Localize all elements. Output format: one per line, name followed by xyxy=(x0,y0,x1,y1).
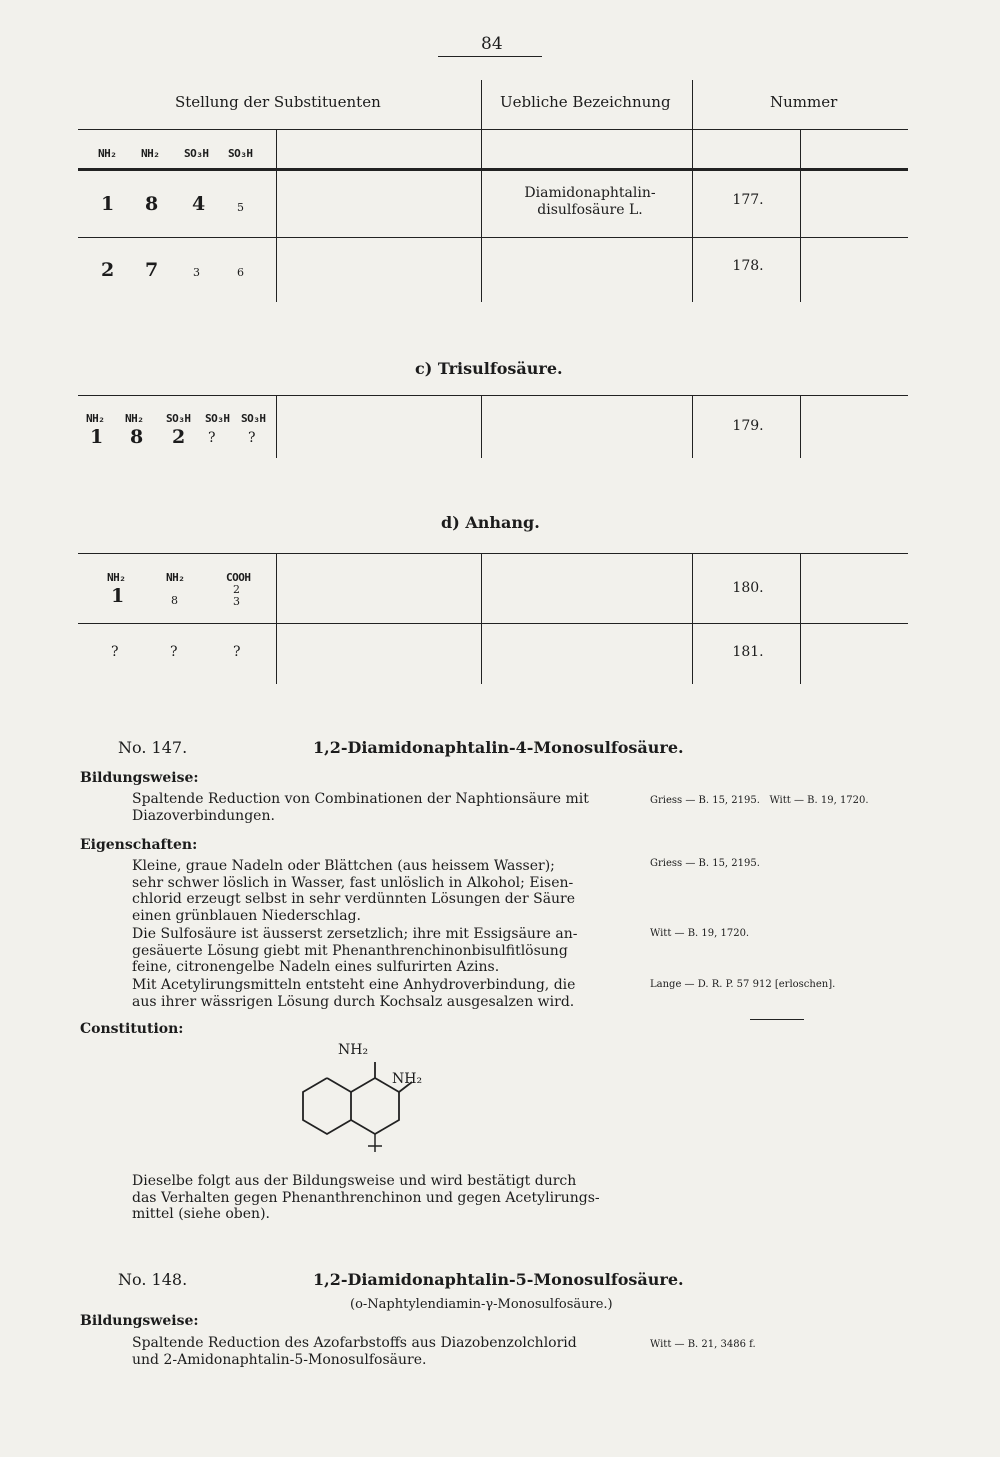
number-cell: 179. xyxy=(732,418,764,434)
column-rule xyxy=(692,554,693,684)
substituent-label: NH₂ xyxy=(338,1042,369,1058)
cell-value: 8 xyxy=(130,426,144,448)
cell-value: 1 xyxy=(90,426,104,448)
reference: Griess — B. 15, 2195. Witt — B. 19, 1720. xyxy=(650,795,869,806)
col-head: NH₂ xyxy=(141,147,160,160)
column-rule xyxy=(481,554,482,684)
table-rule xyxy=(78,623,908,624)
reference: Witt — B. 19, 1720. xyxy=(650,928,750,939)
entry-title: 1,2-Diamidonaphtalin-4-Monosulfosäure. xyxy=(313,738,684,757)
cell-value: ? xyxy=(170,644,178,660)
cell-value: 1 xyxy=(111,585,125,607)
paragraph: Dieselbe folgt aus der Bildungsweise und wird bestätigt durch das Verhalten gegen Phenanthrenchinon und gegen Acetylirungs- mittel (siehe oben). xyxy=(132,1173,600,1222)
section-label: Eigenschaften: xyxy=(80,837,198,853)
entry-number: No. 148. xyxy=(118,1270,188,1289)
column-rule xyxy=(692,396,693,458)
col-head: NH₂ xyxy=(98,147,117,160)
cell-value: 1 xyxy=(101,193,115,215)
col-head: SO₃H xyxy=(228,147,253,160)
cell-value: 2 xyxy=(172,426,186,448)
reference: Lange — D. R. P. 57 912 [erloschen]. xyxy=(650,979,836,990)
col-head: NH₂ xyxy=(125,412,144,425)
cell-value: ? xyxy=(233,644,241,660)
cell-value: 7 xyxy=(145,259,159,281)
col-head: NH₂ xyxy=(107,571,126,584)
cell-value: 2 xyxy=(101,259,115,281)
col-head: COOH xyxy=(226,571,251,584)
column-rule xyxy=(800,396,801,458)
section-label: Constitution: xyxy=(80,1021,184,1037)
column-rule xyxy=(276,396,277,458)
cell-value: 6 xyxy=(237,266,244,279)
divider xyxy=(750,1019,804,1020)
entry-number: No. 147. xyxy=(118,738,188,757)
designation-cell: Diamidonaphtalin- disulfosäure L. xyxy=(524,185,656,218)
cell-value: 4 xyxy=(192,193,206,215)
column-rule xyxy=(276,130,277,302)
table-rule xyxy=(78,553,908,554)
paragraph: Mit Acetylirungsmitteln entsteht eine Anhydroverbindung, die aus ihrer wässrigen Lösung durch Kochsalz ausgesalzen wird. xyxy=(132,977,576,1010)
reference: Griess — B. 15, 2195. xyxy=(650,858,760,869)
number-cell: 178. xyxy=(732,258,764,274)
cell-value: ? xyxy=(111,644,119,660)
column-rule xyxy=(481,80,482,302)
column-rule xyxy=(276,554,277,684)
cell-value: 3 xyxy=(193,266,200,279)
paragraph: Die Sulfosäure ist äusserst zersetzlich; ihre mit Essigsäure an- gesäuerte Lösung giebt mit Phenanthrenchinonbisulfitlösung feine, citronengelbe Nadeln eines sulfurirten Azins. xyxy=(132,926,578,975)
page-number: 84 xyxy=(481,34,503,54)
cell-value: 2 3 xyxy=(233,583,240,608)
cell-value: 5 xyxy=(237,201,244,214)
cell-value: 8 xyxy=(145,193,159,215)
number-cell: 180. xyxy=(732,580,764,596)
entry-title: 1,2-Diamidonaphtalin-5-Monosulfosäure. xyxy=(313,1270,684,1289)
col-head: SO₃H xyxy=(241,412,266,425)
col-head: SO₃H xyxy=(205,412,230,425)
table-rule-double xyxy=(78,168,908,171)
reference: Witt — B. 21, 3486 f. xyxy=(650,1339,756,1350)
substituent-label: NH₂ xyxy=(392,1071,423,1087)
number-cell: 177. xyxy=(732,192,764,208)
entry-subtitle: (o-Naphtylendiamin-γ-Monosulfosäure.) xyxy=(350,1297,613,1312)
cell-value: ? xyxy=(208,430,216,446)
number-cell: 181. xyxy=(732,644,764,660)
table-rule xyxy=(78,129,908,130)
section-heading-d: d) Anhang. xyxy=(441,513,540,532)
page-number-rule xyxy=(438,56,542,57)
section-label: Bildungsweise: xyxy=(80,1313,199,1329)
paragraph: Kleine, graue Nadeln oder Blättchen (aus heissem Wasser); sehr schwer löslich in Wasser, fast unlöslich in Alkohol; Eisen- chlorid erzeugt selbst in sehr verdünnten Lösungen der Säure einen grünblauen Niederschlag. xyxy=(132,858,576,924)
header-substituents: Stellung der Substituenten xyxy=(175,93,381,111)
column-rule xyxy=(481,396,482,458)
paragraph: Spaltende Reduction von Combinationen der Naphtionsäure mit Diazoverbindungen. xyxy=(132,791,589,824)
header-number: Nummer xyxy=(770,93,838,111)
header-designation: Uebliche Bezeichnung xyxy=(500,93,671,111)
table-rule xyxy=(78,237,908,238)
section-heading-c: c) Trisulfosäure. xyxy=(415,359,563,378)
cell-value: ? xyxy=(248,430,256,446)
paragraph: Spaltende Reduction des Azofarbstoffs aus Diazobenzolchlorid und 2-Amidonaphtalin-5-Monosulfosäure. xyxy=(132,1335,577,1368)
column-rule xyxy=(800,554,801,684)
col-head: SO₃H xyxy=(184,147,209,160)
col-head: NH₂ xyxy=(86,412,105,425)
col-head: NH₂ xyxy=(166,571,185,584)
col-head: SO₃H xyxy=(166,412,191,425)
table-rule xyxy=(78,395,908,396)
section-label: Bildungsweise: xyxy=(80,770,199,786)
column-rule xyxy=(800,130,801,302)
cell-value: 8 xyxy=(171,594,178,607)
column-rule xyxy=(692,80,693,302)
